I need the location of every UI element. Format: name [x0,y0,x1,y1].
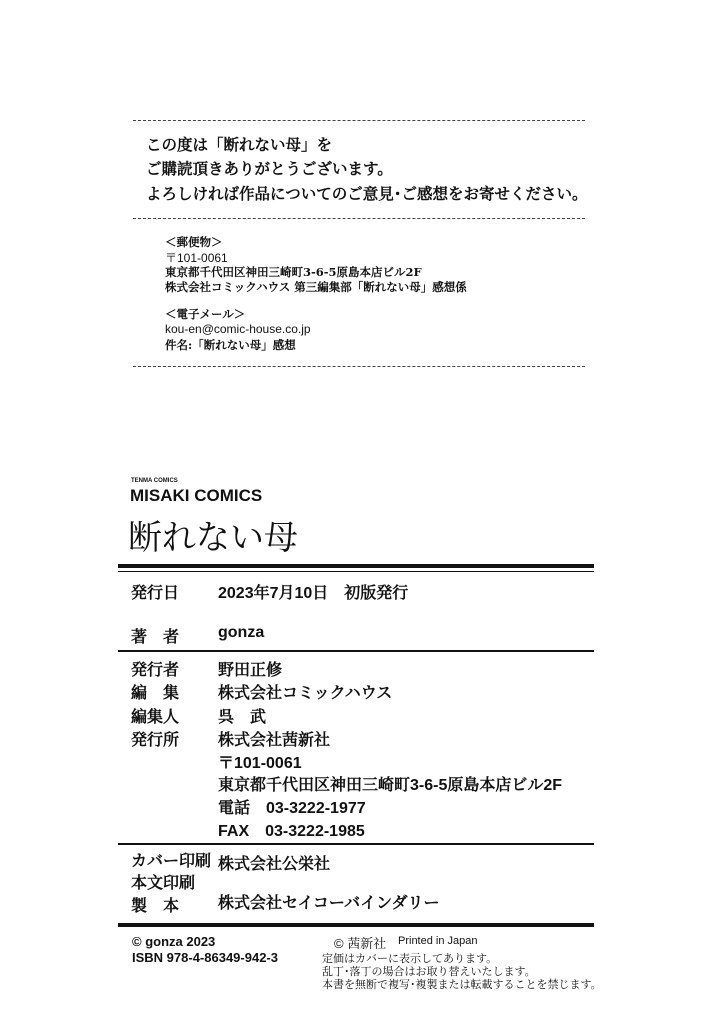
colophon-label: カバー印刷 [131,853,212,870]
colophon-value: FAX 03-3222-1985 [218,823,365,840]
dashed-divider [133,366,585,367]
colophon-value: 株式会社茜新社 [218,732,331,749]
colophon-value: 株式会社セイコーバインダリー [218,895,440,912]
colophon-label: 編集人 [131,709,180,726]
dashed-divider [133,120,585,121]
colophon-value: 電話 03-3222-1977 [218,800,366,817]
colophon-value: 呉 武 [218,709,267,726]
mail-heading: ＜郵便物＞ [165,235,223,249]
email-heading: ＜電子メール＞ [165,307,246,321]
copyright: © gonza 2023 [132,934,216,949]
colophon-label: 発行所 [131,732,180,749]
colophon-value: 2023年7月10日 初版発行 [218,585,409,602]
colophon-value: 東京都千代田区神田三崎町3-6-5原島本店ビル2F [218,777,563,794]
mail-postal: 〒101-0061 [165,251,228,265]
colophon-label: 製 本 [131,898,180,915]
colophon-value: 野田正修 [218,662,283,679]
isbn: ISBN 978-4-86349-942-3 [132,950,278,965]
dashed-divider [133,218,585,219]
printed-in: Printed in Japan [398,935,478,947]
colophon-value: 株式会社公栄社 [218,856,331,873]
colophon-label: 著 者 [131,629,180,646]
message-line: この度は「断れない母」を [146,135,333,154]
divider [118,843,594,845]
colophon-value: gonza [218,624,265,641]
colophon-label: 発行者 [131,662,180,679]
label-brand: TENMA COMICS [131,478,178,484]
email-address: kou-en@comic-house.co.jp [165,322,311,336]
message-line: ご購読頂きありがとうございます。 [146,159,393,178]
publisher-copyright: © 茜新社 [334,936,387,951]
colophon-value: 株式会社コミックハウス [218,685,393,702]
note: 定価はカバーに表示してあります。 [322,953,498,965]
colophon-label: 編 集 [131,685,180,702]
note: 乱丁･落丁の場合はお取り替えいたします。 [322,966,536,978]
divider [118,650,594,652]
colophon-label: 本文印刷 [131,875,196,892]
thin-rule [118,571,594,572]
email-subject: 件名:「断れない母」感想 [165,338,296,352]
mail-dept: 株式会社コミックハウス 第三編集部「断れない母」感想係 [165,280,467,294]
thick-rule [118,923,594,927]
mail-address: 東京都千代田区神田三崎町3-6-5原島本店ビル2F [165,265,422,279]
colophon-value: 〒101-0061 [218,755,302,772]
message-line: よろしければ作品についてのご意見･ご感想をお寄せください。 [146,184,588,203]
note: 本書を無断で複写･複製または転載することを禁じます。 [322,979,602,991]
book-title: 断れない母 [128,518,298,558]
colophon-label: 発行日 [131,585,180,602]
series-logo: MISAKI COMICS [130,486,263,505]
thick-rule [118,564,594,568]
